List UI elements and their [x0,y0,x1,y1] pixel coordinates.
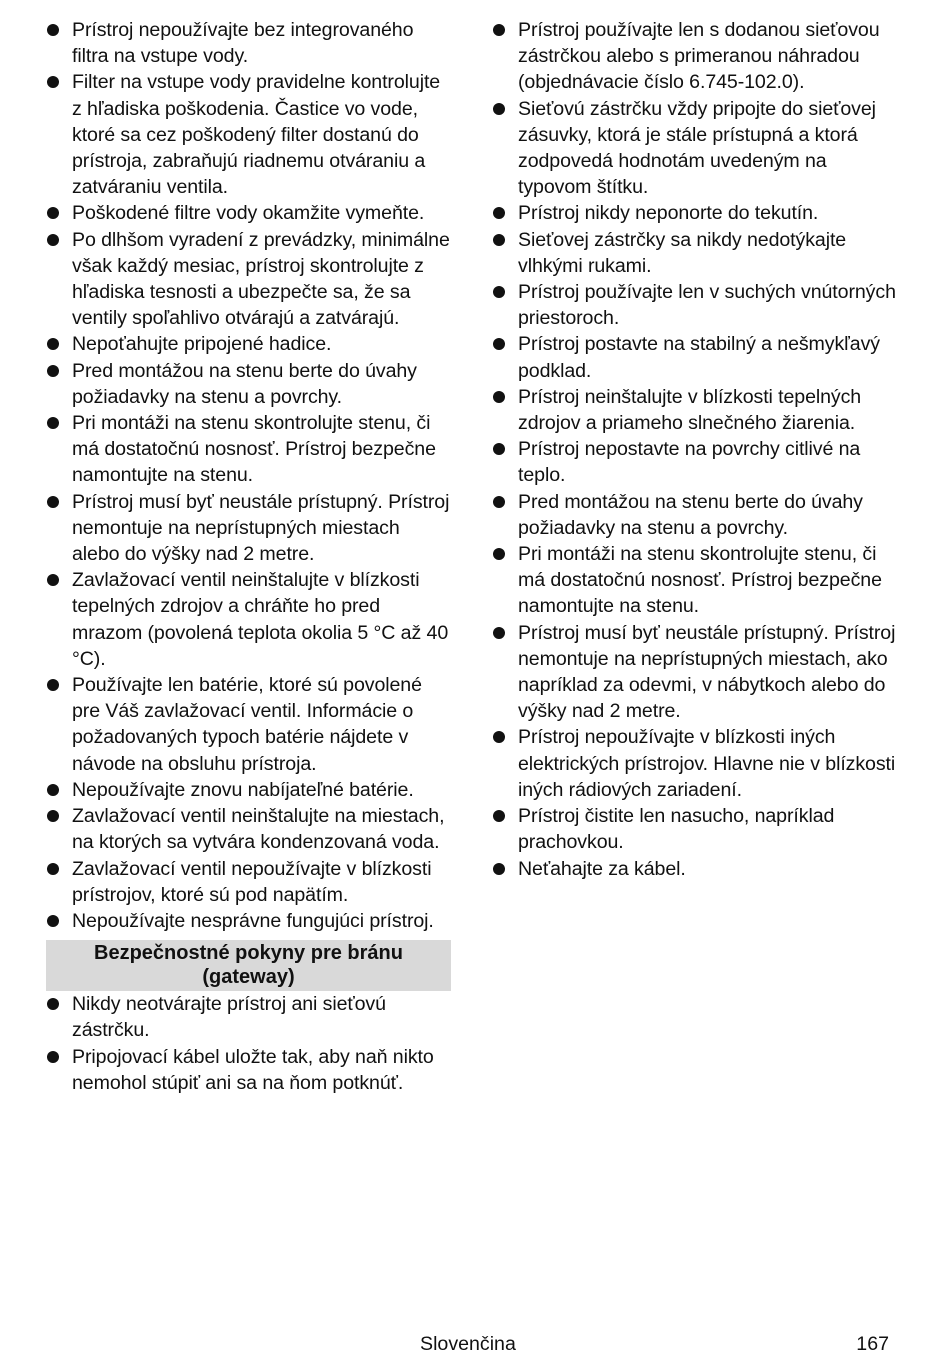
list-item [46,358,451,410]
list-item [492,331,898,383]
list-item [46,672,451,777]
list-item-text: Nepoužívajte nesprávne fungujúci prístroj. [72,909,434,932]
list-item-text: Zavlažovací ventil nepoužívajte v blízkosti prístrojov, ktoré sú pod napätím. [72,857,432,906]
bullet-icon [493,24,505,36]
list-item [492,856,898,882]
list-item-text: Poškodené filtre vody okamžite vymeňte. [72,202,425,225]
bullet-icon [47,998,59,1010]
bullet-icon [47,1051,59,1063]
list-item [492,489,898,541]
bullet-icon [493,207,505,219]
list-item [492,803,898,855]
bullet-icon [47,365,59,377]
list-item-text: Pripojovací kábel uložte tak, aby naň nikto nemohol stúpiť ani sa na ňom potknúť. [72,1045,434,1094]
list-item-text: Zavlažovací ventil neinštalujte v blízkosti tepelných zdrojov a chráňte ho pred mrazom (povolená teplota okolia 5 °C až 40 °C). [72,569,449,670]
bullet-icon [493,627,505,639]
bullet-icon [493,103,505,115]
left-column [46,17,451,1096]
list-item [46,17,451,69]
bullet-icon [47,679,59,691]
right-column [492,17,898,882]
list-item [492,541,898,620]
list-item [46,1044,451,1096]
list-item [492,384,898,436]
footer-language: Slovenčina [420,1333,516,1355]
list-item-text: Nikdy neotvárajte prístroj ani sieťovú zástrčku. [72,993,386,1042]
list-item-text: Nepoužívajte znovu nabíjateľné batérie. [72,778,414,801]
right-bullet-list [492,17,898,882]
list-item [46,410,451,489]
list-item-text: Filter na vstupe vody pravidelne kontrolujte z hľadiska poškodenia. Častice vo vode, ktoré sa cez poškodený filter dostanú do prístroja, zabraňujú riadnemu otváraniu a zatváraniu ventila. [72,71,441,199]
list-item-text: Prístroj nepoužívajte v blízkosti iných elektrických prístrojov. Hlavne nie v blízkosti iných rádiových zariadení. [518,726,896,801]
bullet-icon [493,810,505,822]
list-item [46,803,451,855]
bullet-icon [47,810,59,822]
list-item [46,908,451,934]
list-item [46,777,451,803]
list-item-text: Sieťovú zástrčku vždy pripojte do sieťovej zásuvky, ktorá je stále prístupná a ktorá zodpovedá hodnotám uvedeným na typovom štítku. [518,97,876,199]
bullet-icon [47,234,59,246]
list-item [492,200,898,226]
list-item-text: Pri montáži na stenu skontrolujte stenu, či má dostatočnú nosnosť. Prístroj bezpečne namontujte na stenu. [518,543,882,618]
list-item-text: Prístroj musí byť neustále prístupný. Prístroj nemontuje na neprístupných miestach alebo do výšky nad 2 metre. [72,490,450,566]
list-item [492,620,898,725]
list-item-text: Prístroj nepoužívajte bez integrovaného filtra na vstupe vody. [72,19,414,68]
bullet-icon [493,338,505,350]
list-item [492,724,898,803]
bullet-icon [47,863,59,875]
bullet-icon [493,496,505,508]
list-item-text: Zavlažovací ventil neinštalujte na miestach, na ktorých sa vytvára kondenzovaná voda. [72,805,445,854]
bullet-icon [47,784,59,796]
bullet-icon [493,234,505,246]
bullet-icon [493,443,505,455]
list-item-text: Používajte len batérie, ktoré sú povolené pre Váš zavlažovací ventil. Informácie o požadovaných typoch batérie nájdete v návode na obsluhu prístroja. [72,674,422,775]
list-item [46,69,451,200]
page-number: 167 [856,1333,889,1355]
left-bullet-list [46,17,451,934]
list-item-text: Prístroj musí byť neustále prístupný. Prístroj nemontuje na neprístupných miestach, ako napríklad za odevmi, v nábytkoch alebo do výšky nad 2 metre. [518,621,896,723]
bullet-icon [47,338,59,350]
list-item [46,489,451,568]
bullet-icon [493,863,505,875]
list-item-text: Sieťovej zástrčky sa nikdy nedotýkajte vlhkými rukami. [518,228,847,277]
list-item-text: Pred montážou na stenu berte do úvahy požiadavky na stenu a povrchy. [518,490,863,539]
list-item [492,227,898,279]
list-item [46,567,451,672]
bullet-icon [493,286,505,298]
list-item [46,331,451,357]
list-item [492,17,898,96]
list-item-text: Prístroj nepostavte na povrchy citlivé na teplo. [518,438,861,487]
list-item [46,856,451,908]
list-item [492,279,898,331]
list-item-text: Prístroj neinštalujte v blízkosti tepelných zdrojov a priameho slnečného žiarenia. [518,385,862,435]
list-item [492,436,898,488]
list-item-text: Pri montáži na stenu skontrolujte stenu, či má dostatočnú nosnosť. Prístroj bezpečne namontujte na stenu. [72,412,436,487]
bullet-icon [47,417,59,429]
bullet-icon [47,24,59,36]
bullet-icon [47,496,59,508]
bullet-icon [493,731,505,743]
list-item-text: Nepoťahujte pripojené hadice. [72,333,332,356]
list-item-text: Prístroj používajte len s dodanou sieťovou zástrčkou alebo s primeranou náhradou (objednávacie číslo 6.745-102.0). [518,19,880,94]
list-item-text: Pred montážou na stenu berte do úvahy požiadavky na stenu a povrchy. [72,359,417,408]
list-item [492,96,898,201]
list-item-text: Prístroj postavte na stabilný a nešmykľavý podklad. [518,333,880,382]
bullet-icon [493,391,505,403]
gateway-section-heading: Bezpečnostné pokyny pre bránu (gateway) [46,940,451,991]
bullet-icon [47,76,59,88]
bullet-icon [47,915,59,927]
list-item [46,991,451,1043]
list-item [46,200,451,226]
list-item [46,227,451,332]
bullet-icon [47,207,59,219]
list-item-text: Prístroj čistite len nasucho, napríklad prachovkou. [518,805,835,854]
list-item-text: Prístroj používajte len v suchých vnútorných priestoroch. [518,281,896,330]
gateway-bullet-list [46,991,451,1096]
list-item-text: Prístroj nikdy neponorte do tekutín. [518,202,819,225]
bullet-icon [493,548,505,560]
list-item-text: Neťahajte za kábel. [518,857,686,880]
list-item-text: Po dlhšom vyradení z prevádzky, minimálne však každý mesiac, prístroj skontrolujte z hľadiska tesnosti a ubezpečte sa, že sa ventily spoľahlivo otvárajú a zatvárajú. [72,228,450,330]
bullet-icon [47,574,59,586]
